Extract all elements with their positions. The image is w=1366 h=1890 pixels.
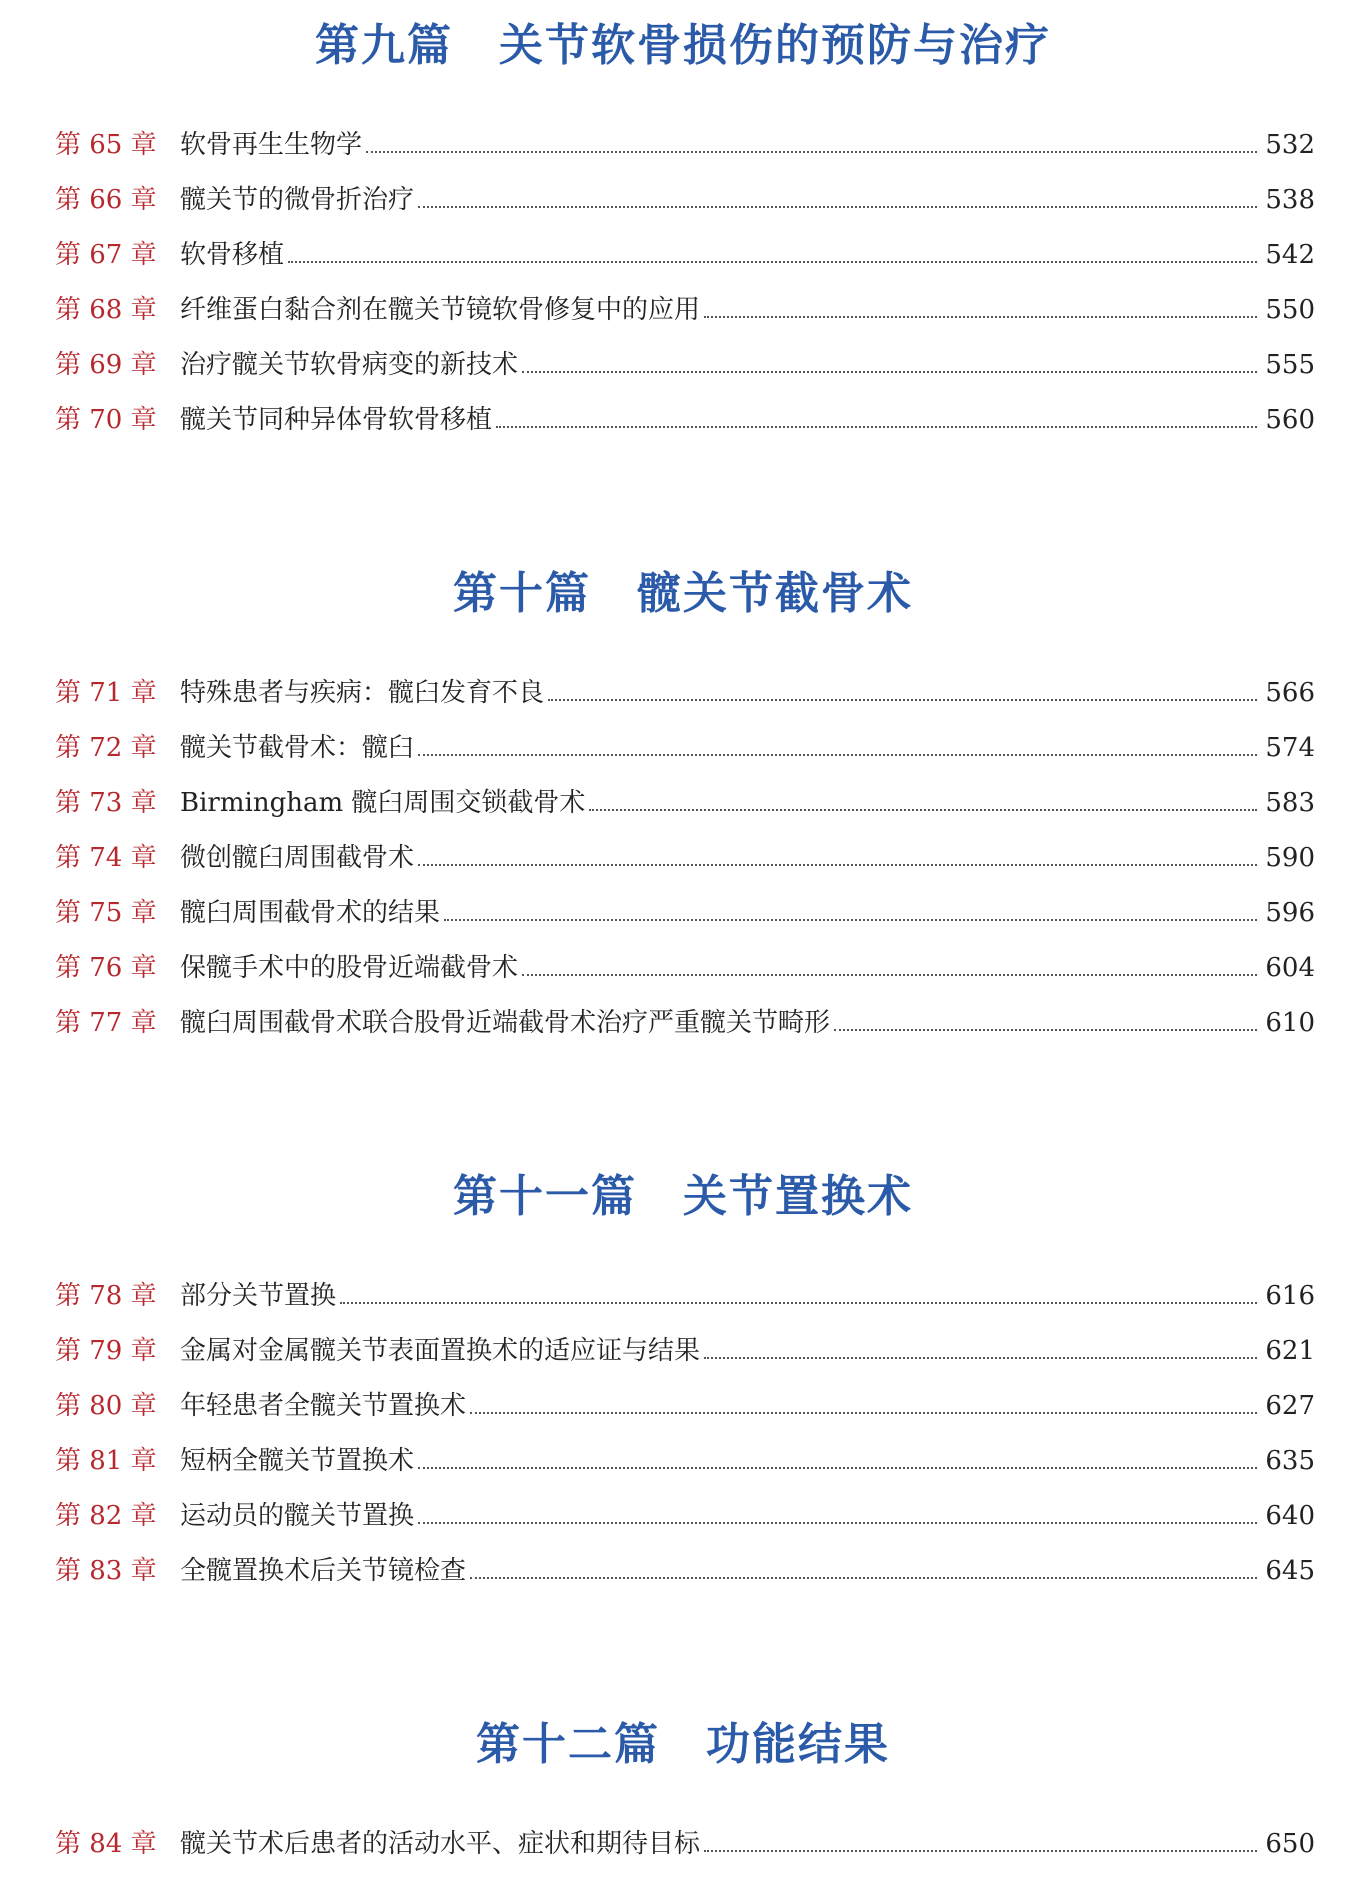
page-number: 574 — [1265, 733, 1315, 763]
chapter-title: 髋关节截骨术：髋臼 — [180, 733, 415, 763]
toc-entry[interactable] — [55, 1000, 1315, 1040]
dot-leader — [418, 1467, 1257, 1469]
chapter-title: 短柄全髋关节置换术 — [180, 1446, 415, 1476]
page-number: 621 — [1265, 1336, 1315, 1366]
chapter-title: 运动员的髋关节置换 — [180, 1501, 415, 1531]
chapter-number: 第 83 章 — [55, 1556, 157, 1586]
toc-entry[interactable] — [55, 1438, 1315, 1478]
chapter-number: 第 80 章 — [55, 1391, 157, 1421]
dot-leader — [470, 1577, 1257, 1579]
dot-leader — [522, 371, 1257, 373]
page-number: 542 — [1265, 240, 1315, 270]
chapter-title: 髋关节的微骨折治疗 — [180, 185, 415, 215]
dot-leader — [589, 809, 1257, 811]
toc-entry[interactable] — [55, 342, 1315, 382]
chapter-title: 髋臼周围截骨术联合股骨近端截骨术治疗严重髋关节畸形 — [180, 1008, 831, 1038]
chapter-number: 第 84 章 — [55, 1829, 157, 1859]
dot-leader — [704, 1850, 1257, 1852]
page-number: 635 — [1265, 1446, 1315, 1476]
dot-leader — [288, 261, 1257, 263]
chapter-title: 软骨再生生物学 — [180, 130, 363, 160]
chapter-number: 第 82 章 — [55, 1501, 157, 1531]
chapter-title: 髋关节同种异体骨软骨移植 — [180, 405, 493, 435]
chapter-number: 第 76 章 — [55, 953, 157, 983]
toc-entry[interactable] — [55, 397, 1315, 437]
page-number: 627 — [1265, 1391, 1315, 1421]
toc-entry[interactable] — [55, 1493, 1315, 1533]
chapter-number: 第 69 章 — [55, 350, 157, 380]
dot-leader — [704, 1357, 1257, 1359]
chapter-number: 第 74 章 — [55, 843, 157, 873]
dot-leader — [704, 316, 1257, 318]
dot-leader — [444, 919, 1257, 921]
chapter-number: 第 77 章 — [55, 1008, 157, 1038]
page-number: 650 — [1265, 1829, 1315, 1859]
chapter-number: 第 70 章 — [55, 405, 157, 435]
chapter-title: 髋关节术后患者的活动水平、症状和期待目标 — [180, 1829, 701, 1859]
page-number: 616 — [1265, 1281, 1315, 1311]
dot-leader — [470, 1412, 1257, 1414]
chapter-title: 软骨移植 — [180, 240, 285, 270]
chapter-title: 微创髋臼周围截骨术 — [180, 843, 415, 873]
dot-leader — [548, 699, 1257, 701]
toc-entry[interactable] — [55, 232, 1315, 272]
chapter-title: 部分关节置换 — [180, 1281, 337, 1311]
dot-leader — [418, 1522, 1257, 1524]
toc-entry[interactable] — [55, 122, 1315, 162]
dot-leader — [418, 754, 1257, 756]
chapter-number: 第 65 章 — [55, 130, 157, 160]
dot-leader — [340, 1302, 1257, 1304]
part-title: 第十一篇 关节置换术 — [453, 1171, 913, 1222]
page-number: 590 — [1265, 843, 1315, 873]
chapter-number: 第 78 章 — [55, 1281, 157, 1311]
page-number: 583 — [1265, 788, 1315, 818]
toc-entry[interactable] — [55, 1548, 1315, 1588]
dot-leader — [834, 1029, 1257, 1031]
dot-leader — [522, 974, 1257, 976]
page-number: 610 — [1265, 1008, 1315, 1038]
toc-entry[interactable] — [55, 177, 1315, 217]
chapter-number: 第 75 章 — [55, 898, 157, 928]
toc-entry[interactable] — [55, 1383, 1315, 1423]
chapter-number: 第 67 章 — [55, 240, 157, 270]
part-title: 第十二篇 功能结果 — [476, 1719, 890, 1770]
dot-leader — [366, 151, 1257, 153]
toc-entry[interactable] — [55, 945, 1315, 985]
chapter-title: 治疗髋关节软骨病变的新技术 — [180, 350, 519, 380]
chapter-number: 第 66 章 — [55, 185, 157, 215]
page-number: 555 — [1265, 350, 1315, 380]
chapter-number: 第 71 章 — [55, 678, 157, 708]
page-number: 566 — [1265, 678, 1315, 708]
toc-entry[interactable] — [55, 1273, 1315, 1313]
chapter-number: 第 73 章 — [55, 788, 157, 818]
chapter-title: 特殊患者与疾病：髋臼发育不良 — [180, 678, 545, 708]
dot-leader — [418, 206, 1257, 208]
dot-leader — [496, 426, 1257, 428]
chapter-title: 年轻患者全髋关节置换术 — [180, 1391, 467, 1421]
part-title: 第九篇 关节软骨损伤的预防与治疗 — [315, 20, 1051, 71]
toc-entry[interactable] — [55, 1328, 1315, 1368]
page-number: 560 — [1265, 405, 1315, 435]
page-number: 640 — [1265, 1501, 1315, 1531]
part-title: 第十篇 髋关节截骨术 — [453, 568, 913, 619]
chapter-title: Birmingham 髋臼周围交锁截骨术 — [180, 788, 586, 818]
chapter-number: 第 68 章 — [55, 295, 157, 325]
page-number: 550 — [1265, 295, 1315, 325]
chapter-number: 第 81 章 — [55, 1446, 157, 1476]
page-number: 596 — [1265, 898, 1315, 928]
chapter-title: 髋臼周围截骨术的结果 — [180, 898, 441, 928]
toc-entry[interactable] — [55, 890, 1315, 930]
page-number: 538 — [1265, 185, 1315, 215]
toc-entry[interactable] — [55, 835, 1315, 875]
chapter-title: 金属对金属髋关节表面置换术的适应证与结果 — [180, 1336, 701, 1366]
page-number: 532 — [1265, 130, 1315, 160]
chapter-number: 第 72 章 — [55, 733, 157, 763]
toc-entry[interactable] — [55, 1821, 1315, 1861]
toc-entry[interactable] — [55, 725, 1315, 765]
toc-entry[interactable] — [55, 780, 1315, 820]
chapter-number: 第 79 章 — [55, 1336, 157, 1366]
chapter-title: 全髋置换术后关节镜检查 — [180, 1556, 467, 1586]
page-number: 604 — [1265, 953, 1315, 983]
dot-leader — [418, 864, 1257, 866]
page-number: 645 — [1265, 1556, 1315, 1586]
chapter-title: 保髋手术中的股骨近端截骨术 — [180, 953, 519, 983]
toc-entry[interactable] — [55, 670, 1315, 710]
chapter-title: 纤维蛋白黏合剂在髋关节镜软骨修复中的应用 — [180, 295, 701, 325]
toc-entry[interactable] — [55, 287, 1315, 327]
